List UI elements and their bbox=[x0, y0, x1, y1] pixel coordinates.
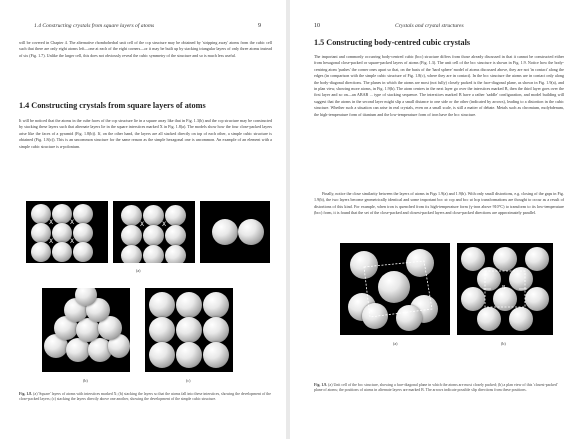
interstice-mark: X bbox=[49, 238, 54, 245]
interstice-mark: X bbox=[140, 221, 145, 228]
right-section-title: 1.5 Constructing body-centred cubic crystals bbox=[314, 38, 471, 47]
face-diagonal-plane-outline bbox=[340, 243, 450, 335]
interstice-mark: X bbox=[49, 219, 54, 226]
right-page-number: 10 bbox=[314, 23, 320, 29]
left-page bbox=[0, 0, 286, 439]
fig-1-8-caption-label: Fig. 1.8. bbox=[19, 392, 33, 396]
left-intro-text: will be covered in Chapter 4. The alternative rhombohedral unit cell of the ccp structure may be obtained by 'stripping away' atoms from the cubic cell such that there are only eight atoms left—one at each of the eight corners—or it may be built up by stacking triangular layers of only three atoms instead of six (Fig. 1.7). Unlike the larger cell, this does not obviously reveal the cubic symmetry of the structure and so is much less useful. bbox=[19, 40, 272, 58]
right-paragraph-2: Finally, notice the close similarity between the layers of atoms in Figs 1.9(a) and 1.9(b). With only small distortions, e.g. closing of the gaps in Fig. 1.9(b), the two layers become geometrically identical and some important bcc ⇌ ccp and bcc ⇌ hcp transformations are thought to occur as a result of distortions of this kind. For example, when iron is quenched from its high-temperature form (γ-iron above 910°C) to transform to its low-temperature (bcc) form, it is found that the set of the close-packed and closest-packed layers and close-packed directions are approximately parallel. bbox=[314, 191, 564, 216]
left-section-text: It will be noticed that the atoms in the cube faces of the ccp structure lie in a square array like that in Fig. 1.3(b) and the ccp structure may be constructed by stacking these layers such that alternate layers lie in the square interstices marked X in Fig. 1.8(a). The models show how the four close-packed layers arise like the faces of a pyramid (Fig. 1.8(b)). If, on the other hand, the layers are all stacked directly on top of each other, a simple cubic structure is obtained (Fig. 1.8(c)). This is an uncommon structure for the same reason as the simple hexagonal one is uncommon. An example of an element with a simple cubic structure is α-polonium. bbox=[19, 118, 272, 149]
fig-1-8a-photo-2 bbox=[113, 201, 195, 263]
left-section-title: 1.4 Constructing crystals from square layers of atoms bbox=[19, 101, 206, 110]
fig-1-9-caption-text: (a) Unit cell of the bcc structure, showing a face-diagonal plane in which the atoms are most closely packed; (b) a plan view of this 'closest-packed' plane of atoms; the positions of atoms in alternate layers are marked B. The arrows indicate possible slip directions from these positions. bbox=[314, 383, 558, 393]
right-running-head: Crystals and crystal structures bbox=[395, 23, 464, 29]
right-paragraph-1: The important and commonly occurring body-centred cubic (bcc) structure differs from those already discussed in that it cannot be constructed either from hexagonal close-packed or square-packed layers of atoms (Fig. 1.3). The unit cell of the bcc structure is shown in Fig. 1.9. Notice how the body-centring atom 'pushes' the corner ones apart so that, on the basis of the 'hard sphere' model of atoms discussed above, they are not 'in contact' along the edges (in comparison with the simple cubic structure of Fig. 1.8(c), where they are in contact). In the bcc structure the atoms are in contact only along the body-diagonal directions. The planes in which the atoms are most (not fully) closely packed is the face-diagonal plane, as shown in Fig. 1.9(a), and in plan view, showing more atoms, in Fig. 1.9(b). The atom centres in the next layer go over the interstices marked B, then the third layer goes over the first layer and so on—an ABAB ... type of stacking sequence. The interstices marked B have a rather 'saddle' configuration, and model building will suggest that the atoms in the second layer might slip a small distance to one side or the other (indicated by arrows), leading to a distortion in the cubic structure. Whether such a situation can arise in real crystals, even on a small scale, is still a matter of debate. Metals such as chromium, molybdenum, the high-temperature form of titanium and the low-temperature form of iron have the bcc structure. bbox=[314, 54, 564, 117]
right-page bbox=[290, 0, 576, 439]
fig-1-8c-label: (c) bbox=[186, 378, 191, 383]
fig-1-9-caption-label: Fig. 1.9. bbox=[314, 383, 328, 387]
fig-1-9a-label: (a) bbox=[393, 341, 398, 346]
fig-1-8c-photo bbox=[145, 288, 233, 372]
fig-1-8a-label: (a) bbox=[136, 268, 141, 273]
interstice-mark: X bbox=[162, 221, 167, 228]
fig-1-8-caption bbox=[19, 392, 272, 403]
fig-1-8-caption-text: (a) 'Square' layers of atoms with interstices marked X; (b) stacking the layers so that the atoms fall into these interstices, showing the development of the close-packed layers; (c) stacking the layers directly above one another, showing the development of the simple cubic structure. bbox=[19, 392, 271, 402]
fig-1-8b-photo bbox=[42, 288, 130, 372]
interstice-mark: X bbox=[70, 219, 75, 226]
fig-1-9b-photo bbox=[457, 243, 553, 335]
fig-1-8b-label: (b) bbox=[83, 378, 88, 383]
fig-1-8a-photo-3 bbox=[200, 201, 270, 263]
interstice-mark: X bbox=[70, 238, 75, 245]
fig-1-9a-photo bbox=[340, 243, 450, 335]
fig-1-9b-label: (b) bbox=[501, 341, 506, 346]
layer-b-mark: B bbox=[502, 285, 506, 291]
left-running-head: 1.4 Constructing crystals from square layers of atoms bbox=[34, 23, 155, 29]
fig-1-8a-photo-1 bbox=[26, 201, 108, 263]
left-page-number: 9 bbox=[258, 23, 261, 29]
fig-1-9-caption bbox=[314, 383, 564, 394]
